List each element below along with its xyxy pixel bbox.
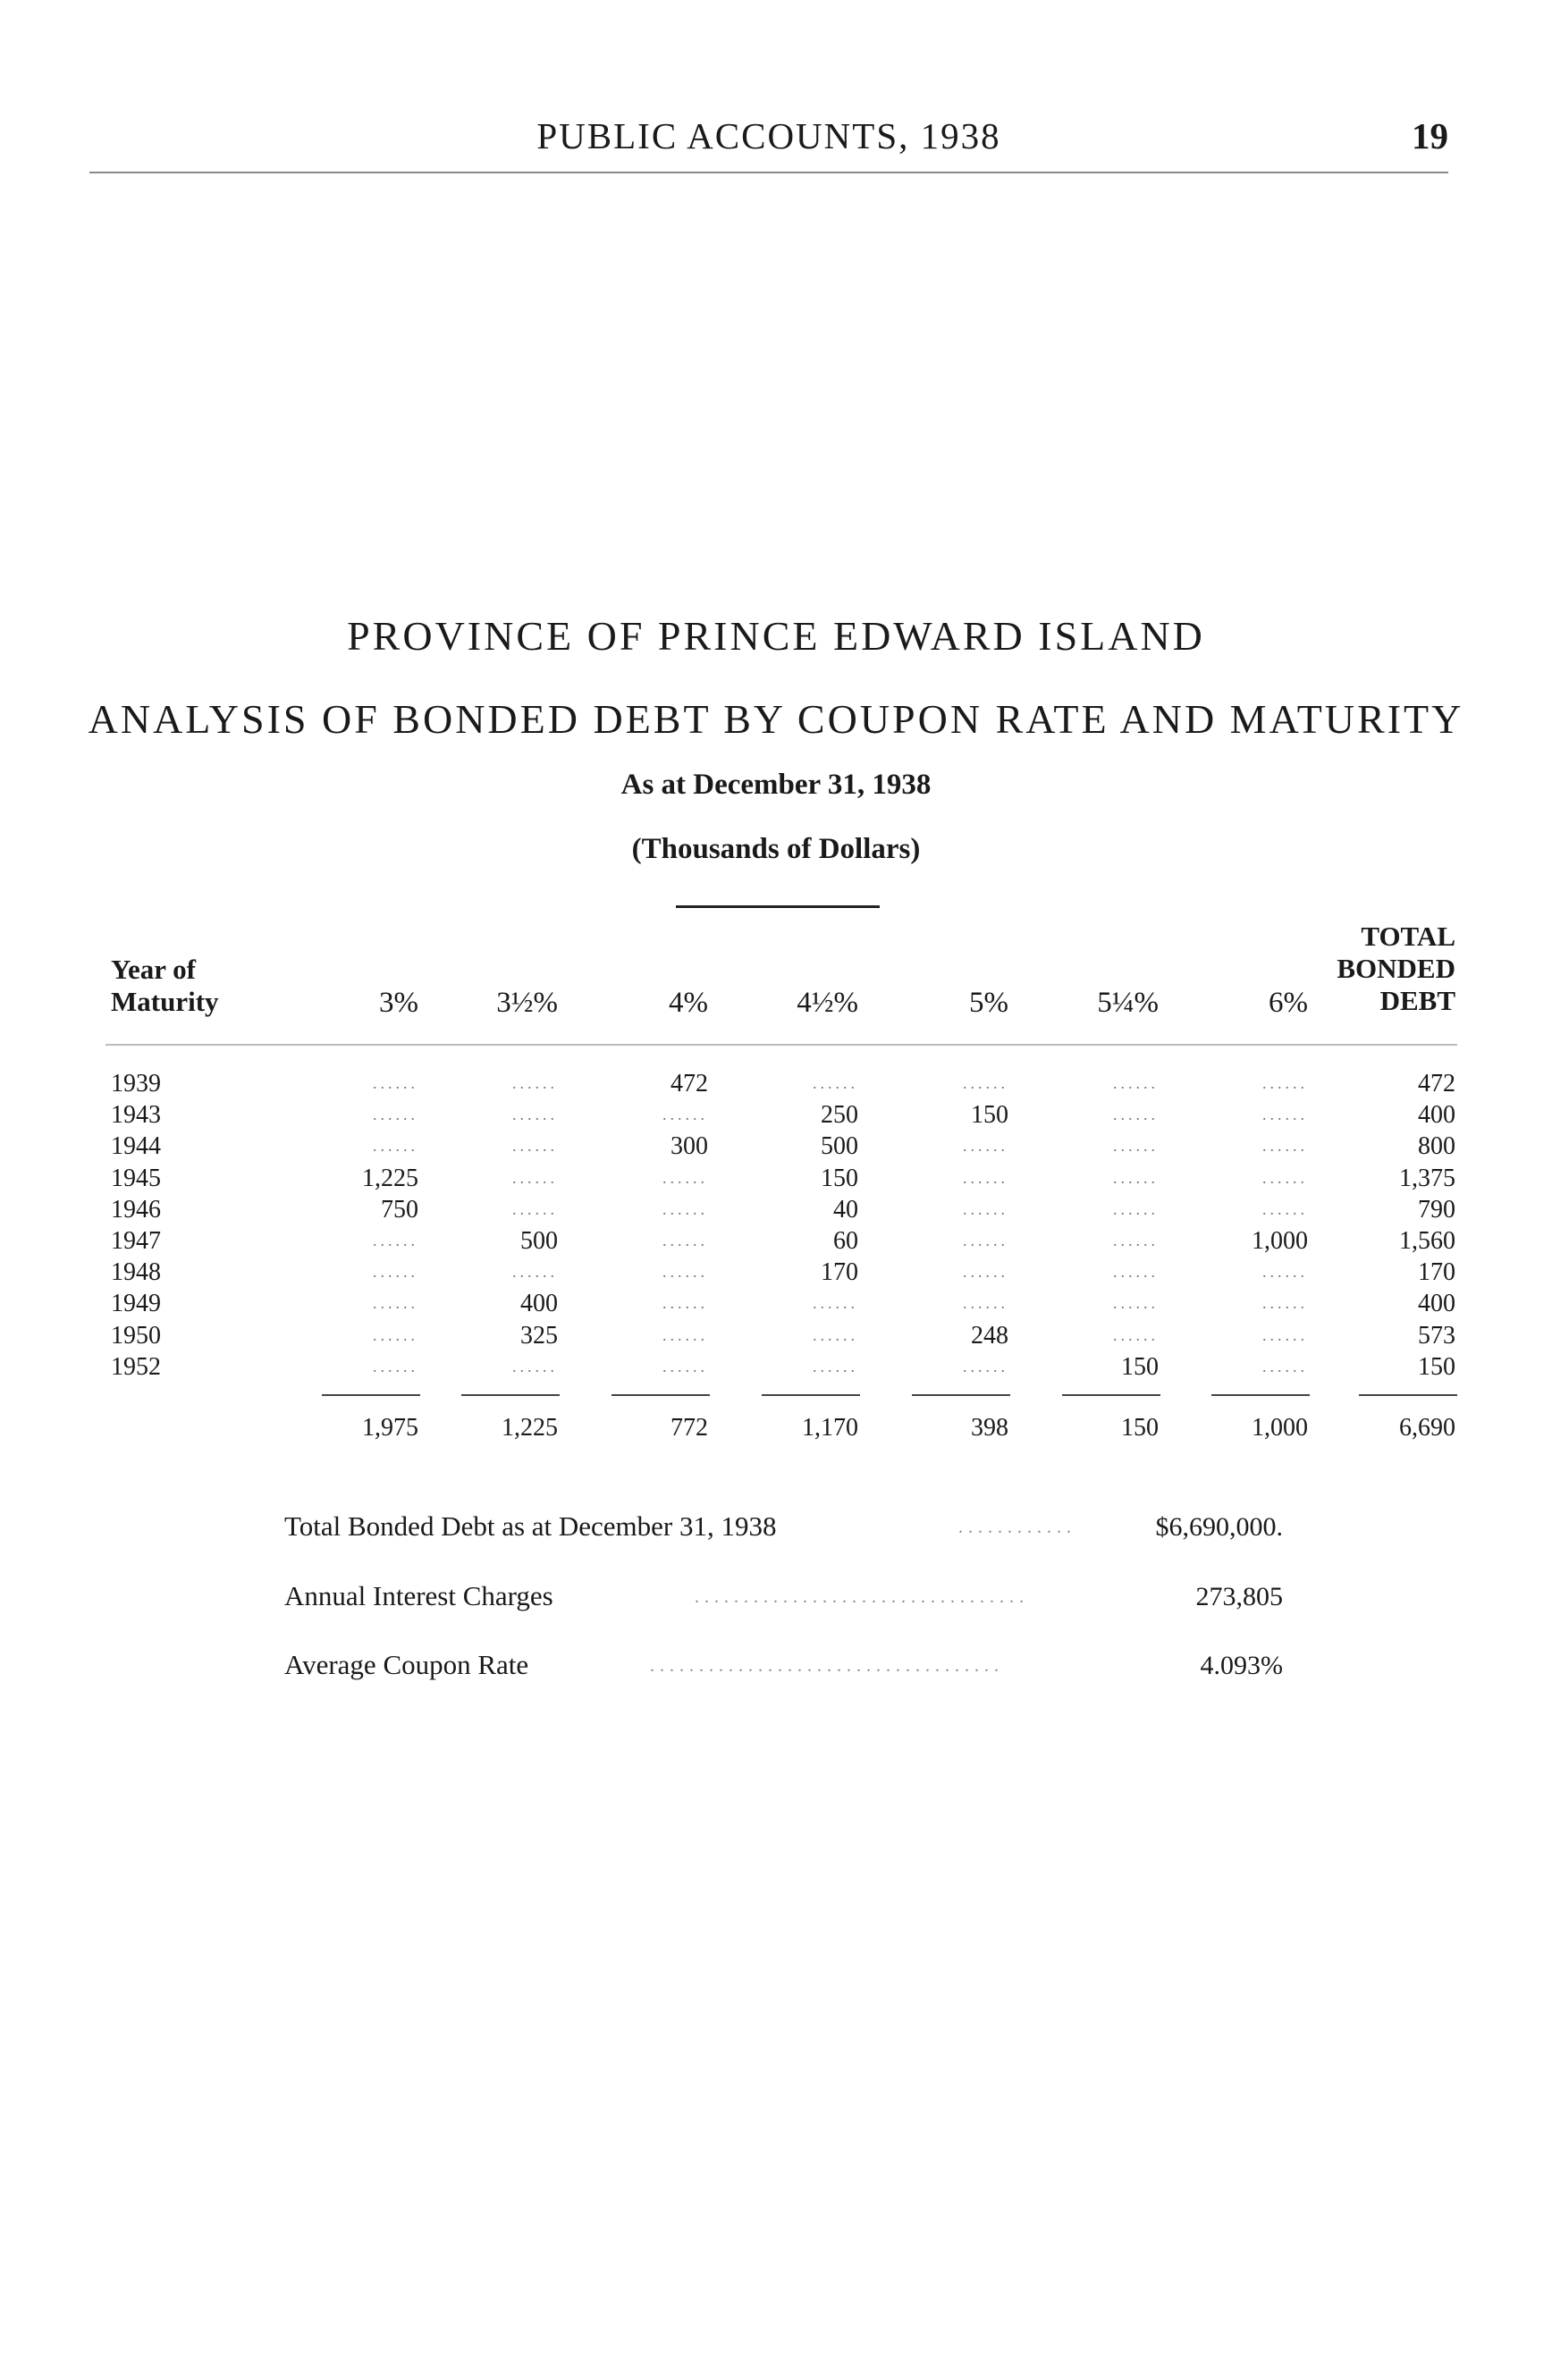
row-total: 170 (1418, 1258, 1455, 1287)
header-rule (89, 172, 1448, 173)
table-row (0, 1257, 1552, 1288)
table-row (0, 1225, 1552, 1257)
total-header-line-3: DEBT (1379, 985, 1455, 1016)
summary-value: $6,690,000. (1155, 1512, 1283, 1542)
dot-leader: ...... (662, 1294, 708, 1313)
dot-leader: ...... (1113, 1294, 1159, 1313)
dot-leader: ...... (512, 1357, 558, 1375)
rate-header-0: 3% (379, 987, 418, 1019)
dot-leader: ...... (512, 1074, 558, 1092)
rate-header-1: 3½% (496, 987, 558, 1019)
dot-leader: ...... (373, 1325, 418, 1344)
dot-leader: ...... (373, 1137, 418, 1156)
summary-line (284, 1510, 1076, 1543)
cell-value: 300 (671, 1132, 708, 1161)
dot-leader: ...... (1262, 1325, 1308, 1344)
dot-leader: ...... (1113, 1074, 1159, 1092)
table-row (0, 1068, 1552, 1099)
dot-leader: ...... (373, 1232, 418, 1249)
row-total: 800 (1418, 1132, 1455, 1161)
total-rule-5 (1062, 1394, 1160, 1396)
dot-leader: ...... (1262, 1106, 1308, 1124)
rate-header-3: 4½% (797, 987, 858, 1019)
dot-leader: ...... (662, 1263, 708, 1282)
total-bonded-debt-header (1337, 921, 1455, 1017)
total-header-line-2: BONDED (1337, 953, 1455, 984)
summary-label: Annual Interest Charges (284, 1580, 553, 1611)
dot-leader: ...... (813, 1074, 858, 1092)
table-row (0, 1163, 1552, 1194)
summary-label: Average Coupon Rate (284, 1649, 529, 1680)
dot-leader: ...... (512, 1168, 558, 1187)
summary-label: Total Bonded Debt as at December 31, 1938 (284, 1510, 777, 1542)
dot-leader: ...... (373, 1074, 418, 1092)
row-total: 790 (1418, 1195, 1455, 1224)
cell-value: 1,000 (1252, 1227, 1308, 1255)
year-of-maturity-header (111, 954, 219, 1018)
cell-value: 500 (821, 1132, 858, 1161)
total-rule-7 (1359, 1394, 1457, 1396)
rate-header-2: 4% (669, 987, 708, 1019)
grand-total: 6,690 (1399, 1414, 1455, 1442)
cell-value: 325 (520, 1321, 558, 1350)
year-header-line-1: Year of (111, 954, 196, 985)
cell-value: 472 (671, 1070, 708, 1097)
dot-leader: ...... (1113, 1232, 1159, 1249)
row-year: 1939 (111, 1070, 161, 1097)
page-number: 19 (1412, 115, 1448, 156)
row-year: 1949 (111, 1290, 161, 1318)
dot-leader: ...... (512, 1199, 558, 1218)
title-province: PROVINCE OF PRINCE EDWARD ISLAND (347, 613, 1205, 659)
dot-leader: ...... (1262, 1137, 1308, 1156)
row-total: 1,560 (1399, 1227, 1455, 1255)
total-rule-4 (912, 1394, 1010, 1396)
total-rule-2 (612, 1394, 710, 1396)
cell-value: 500 (520, 1227, 558, 1255)
dot-leader: ...... (662, 1168, 708, 1187)
row-year: 1943 (111, 1101, 161, 1130)
summary-line (284, 1580, 1029, 1612)
dot-leader: .................................. (695, 1587, 1029, 1607)
dot-leader: ...... (813, 1294, 858, 1313)
dot-leader: ...... (1262, 1199, 1308, 1218)
page-header (89, 114, 1448, 168)
rate-header-4: 5% (969, 987, 1008, 1019)
table-row (0, 1131, 1552, 1162)
column-total: 398 (971, 1414, 1008, 1442)
dot-leader: ...... (813, 1325, 858, 1344)
dot-leader: ...... (963, 1294, 1008, 1313)
dot-leader: ...... (373, 1106, 418, 1124)
cell-value: 250 (821, 1101, 858, 1130)
row-year: 1948 (111, 1258, 161, 1287)
column-total: 1,975 (362, 1414, 418, 1442)
totals-row-line (0, 1412, 1552, 1443)
table-row (0, 1288, 1552, 1319)
column-total: 1,000 (1252, 1414, 1308, 1442)
row-year: 1947 (111, 1227, 161, 1255)
dot-leader: ............ (958, 1518, 1076, 1537)
title-units: (Thousands of Dollars) (631, 833, 921, 865)
row-year: 1952 (111, 1352, 161, 1381)
total-rule-6 (1211, 1394, 1310, 1396)
dot-leader: ...... (963, 1137, 1008, 1156)
total-header-line-1: TOTAL (1361, 921, 1455, 952)
column-total: 772 (671, 1414, 708, 1442)
table-row (0, 1351, 1552, 1383)
dot-leader: .................................... (650, 1656, 1004, 1676)
dot-leader: ...... (373, 1294, 418, 1313)
dot-leader: ...... (1113, 1325, 1159, 1344)
table-row (0, 1099, 1552, 1131)
dot-leader: ...... (813, 1357, 858, 1375)
column-total: 1,225 (502, 1414, 558, 1442)
row-year: 1950 (111, 1321, 161, 1350)
dot-leader: ...... (963, 1357, 1008, 1375)
year-header-line-2: Maturity (111, 986, 219, 1017)
dot-leader: ...... (662, 1325, 708, 1344)
total-rule-0 (322, 1394, 420, 1396)
row-total: 472 (1418, 1070, 1455, 1097)
cell-value: 1,225 (362, 1164, 418, 1192)
row-total: 1,375 (1399, 1164, 1455, 1192)
table-row (0, 1320, 1552, 1351)
title-analysis: ANALYSIS OF BONDED DEBT BY COUPON RATE AND MATURITY (88, 696, 1464, 742)
cell-value: 248 (971, 1321, 1008, 1350)
dot-leader: ...... (1113, 1263, 1159, 1282)
cell-value: 40 (833, 1195, 858, 1224)
row-total: 150 (1418, 1352, 1455, 1381)
dot-leader: ...... (1262, 1357, 1308, 1375)
rate-header-5: 5¼% (1097, 987, 1159, 1019)
dot-leader: ...... (662, 1357, 708, 1375)
dot-leader: ...... (1113, 1168, 1159, 1187)
cell-value: 150 (971, 1101, 1008, 1130)
dot-leader: ...... (373, 1357, 418, 1375)
dot-leader: ...... (662, 1106, 708, 1124)
summary-line (284, 1649, 1004, 1681)
cell-value: 60 (833, 1227, 858, 1255)
cell-value: 400 (520, 1290, 558, 1318)
column-total: 1,170 (802, 1414, 858, 1442)
row-total: 400 (1418, 1290, 1455, 1318)
summary-value: 273,805 (1195, 1582, 1283, 1611)
dot-leader: ...... (1113, 1137, 1159, 1156)
dot-leader: ...... (963, 1232, 1008, 1249)
dot-leader: ...... (963, 1168, 1008, 1187)
row-year: 1946 (111, 1195, 161, 1224)
rate-header-6: 6% (1269, 987, 1308, 1019)
dot-leader: ...... (963, 1074, 1008, 1092)
dot-leader: ...... (963, 1199, 1008, 1218)
dot-leader: ...... (512, 1137, 558, 1156)
row-year: 1945 (111, 1164, 161, 1192)
dot-leader: ...... (662, 1199, 708, 1218)
dot-leader: ...... (662, 1232, 708, 1249)
cell-value: 170 (821, 1258, 858, 1287)
dot-leader: ...... (1262, 1074, 1308, 1092)
column-total: 150 (1121, 1414, 1159, 1442)
dot-leader: ...... (1113, 1199, 1159, 1218)
summary-value: 4.093% (1200, 1651, 1283, 1680)
title-rule (676, 905, 880, 908)
running-title: PUBLIC ACCOUNTS, 1938 (536, 115, 1001, 156)
total-rule-1 (461, 1394, 560, 1396)
dot-leader: ...... (1262, 1168, 1308, 1187)
row-year: 1944 (111, 1132, 161, 1161)
dot-leader: ...... (1113, 1106, 1159, 1124)
total-rule-3 (762, 1394, 860, 1396)
row-total: 573 (1418, 1321, 1455, 1350)
cell-value: 150 (1121, 1352, 1159, 1381)
dot-leader: ...... (963, 1263, 1008, 1282)
header-rule-bottom (105, 1044, 1457, 1046)
row-total: 400 (1418, 1101, 1455, 1130)
dot-leader: ...... (1262, 1294, 1308, 1313)
table-row (0, 1194, 1552, 1225)
cell-value: 150 (821, 1164, 858, 1192)
dot-leader: ...... (512, 1263, 558, 1282)
dot-leader: ...... (512, 1106, 558, 1124)
cell-value: 750 (381, 1195, 418, 1224)
dot-leader: ...... (1262, 1263, 1308, 1282)
title-date: As at December 31, 1938 (620, 769, 932, 801)
dot-leader: ...... (373, 1263, 418, 1282)
